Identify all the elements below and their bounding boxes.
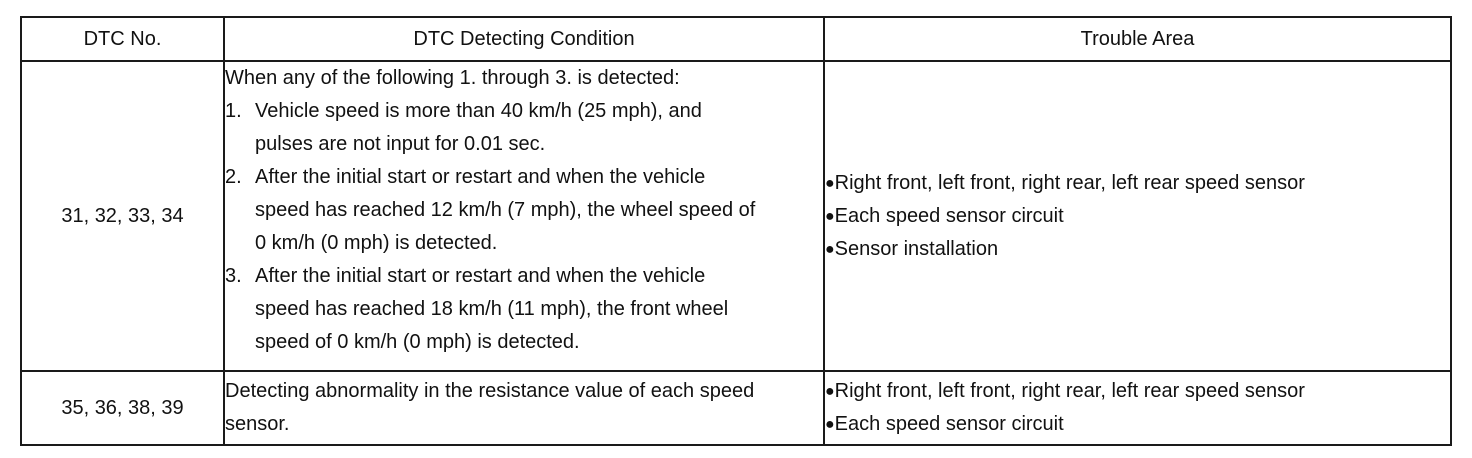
bullet-icon: ● — [825, 174, 835, 192]
condition-line: speed has reached 12 km/h (7 mph), the wheel speed of — [255, 199, 756, 221]
table-row — [21, 371, 1451, 445]
trouble-area-item — [825, 233, 1450, 266]
header-trouble-area: Trouble Area — [824, 17, 1451, 61]
condition-item-text — [255, 95, 823, 161]
dtc-number-cell: 31, 32, 33, 34 — [21, 61, 224, 371]
dtc-table — [20, 16, 1452, 446]
condition-item-text — [255, 260, 823, 359]
condition-item-text — [255, 161, 823, 260]
condition-line: pulses are not input for 0.01 sec. — [255, 133, 546, 155]
table-row — [21, 61, 1451, 371]
trouble-area-item — [825, 167, 1450, 200]
bullet-icon: ● — [825, 416, 835, 433]
trouble-area-text: Right front, left front, right rear, left rear speed sensor — [834, 380, 1305, 402]
trouble-area-cell — [824, 61, 1451, 371]
condition-line: speed of 0 km/h (0 mph) is detected. — [255, 331, 580, 353]
condition-item-number: 1. — [225, 100, 242, 122]
condition-item — [225, 95, 823, 161]
trouble-area-text: Each speed sensor circuit — [834, 413, 1064, 435]
condition-line: Vehicle speed is more than 40 km/h (25 mph), and — [255, 100, 702, 122]
condition-line: Detecting abnormality in the resistance value of each speed — [225, 380, 755, 402]
trouble-area-text: Each speed sensor circuit — [834, 204, 1064, 227]
condition-item-number: 2. — [225, 166, 242, 188]
trouble-area-item — [825, 408, 1450, 441]
condition-cell — [224, 61, 824, 371]
bullet-icon: ● — [825, 207, 835, 225]
header-dtc-no: DTC No. — [21, 17, 224, 61]
condition-line: speed has reached 18 km/h (11 mph), the front wheel — [255, 298, 729, 320]
trouble-area-cell — [824, 371, 1451, 445]
condition-cell — [224, 371, 824, 445]
bullet-icon: ● — [825, 240, 835, 258]
condition-item — [225, 260, 823, 359]
dtc-number-cell: 35, 36, 38, 39 — [21, 371, 224, 445]
condition-item — [225, 161, 823, 260]
table-header-row — [21, 17, 1451, 61]
condition-intro: When any of the following 1. through 3. is detected: — [225, 67, 680, 89]
trouble-area-item — [825, 200, 1450, 233]
condition-line: After the initial start or restart and when the vehicle — [255, 166, 706, 188]
condition-line: After the initial start or restart and when the vehicle — [255, 265, 706, 287]
header-detecting-condition: DTC Detecting Condition — [224, 17, 824, 61]
trouble-area-item — [825, 375, 1450, 408]
condition-line: 0 km/h (0 mph) is detected. — [255, 232, 498, 254]
trouble-area-text: Right front, left front, right rear, left rear speed sensor — [834, 171, 1305, 194]
bullet-icon: ● — [825, 383, 835, 400]
trouble-area-text: Sensor installation — [834, 237, 999, 260]
condition-line: sensor. — [225, 413, 290, 435]
condition-item-number: 3. — [225, 265, 242, 287]
